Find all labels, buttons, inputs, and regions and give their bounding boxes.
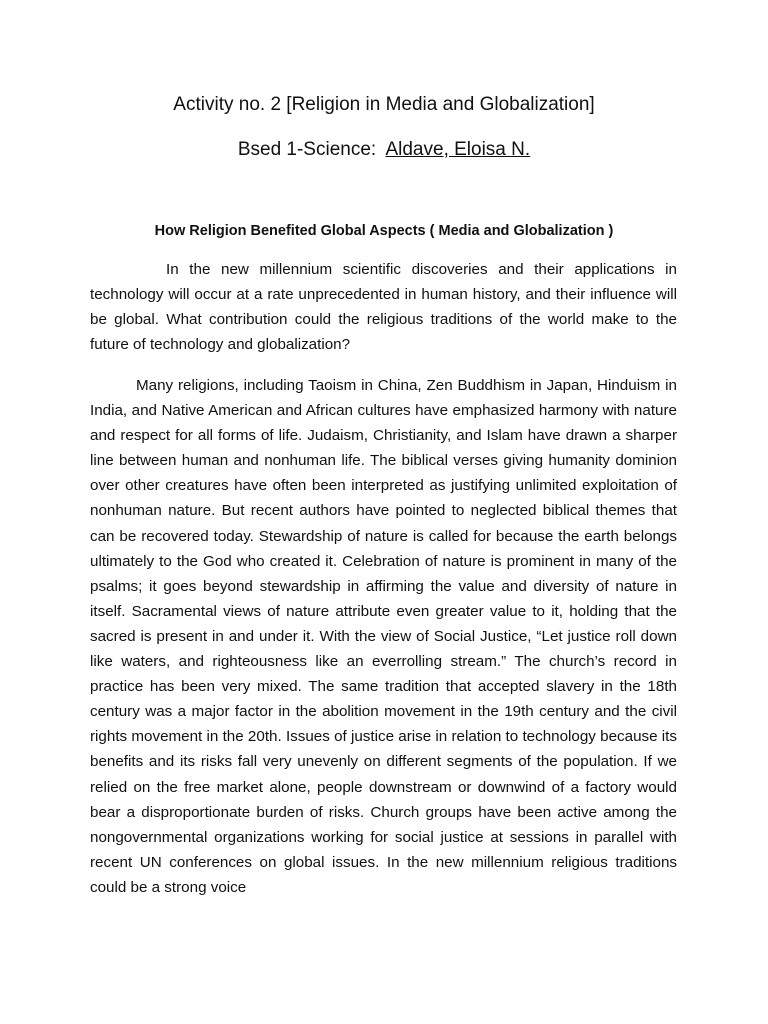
course-label: Bsed 1-Science: bbox=[237, 139, 377, 160]
paragraph-2: Many religions, including Taoism in China, Zen Buddhism in Japan, Hinduism in India, and Native American and African cultures have emphasized harmony with nature and respect for all forms of life. Judaism, Christianity, and Islam have drawn a sharper line between human and nonhuman life. The biblical verses giving humanity dominion over other creatures have often been interpreted as justifying unlimited exploitation of nonhuman nature. But recent authors have pointed to neglected biblical themes that can be recovered today. Stewardship of nature is called for because the earth belongs ultimately to the God who created it. Celebration of nature is prominent in many of the psalms; it goes beyond stewardship in affirming the value and diversity of nature in itself. Sacramental views of nature attribute even greater value to it, holding that the sacred is present in and under it. With the view of Social Justice, “Let justice roll down like waters, and righteousness like an everrolling stream.” The church’s record in practice has been very mixed. The same tradition that accepted slavery in the 18th century was a major factor in the abolition movement in the 19th century and the civil rights movement in the 20th. Issues of justice arise in relation to technology because its benefits and its risks fall very unevenly on different segments of the population. If we relied on the free market alone, people downstream or downwind of a factory would bear a disproportionate burden of risks. Church groups have been active among the nongovernmental organizations working for social justice at sessions in parallel with recent UN conferences on global issues. In the new millennium religious traditions could be a strong voice bbox=[90, 377, 677, 896]
page-title: Activity no. 2 [Religion in Media and Globalization] bbox=[173, 94, 595, 115]
student-name: Aldave, Eloisa N. bbox=[385, 139, 531, 160]
paragraph-1: In the new millennium scientific discoveries and their applications in technology will occur at a rate unprecedented in human history, and their influence will be global. What contribution could the religious traditions of the world make to the future of technology and globalization? bbox=[90, 261, 677, 354]
student-info bbox=[0, 137, 768, 163]
essay-heading: How Religion Benefited Global Aspects ( Media and Globalization ) bbox=[154, 223, 614, 239]
